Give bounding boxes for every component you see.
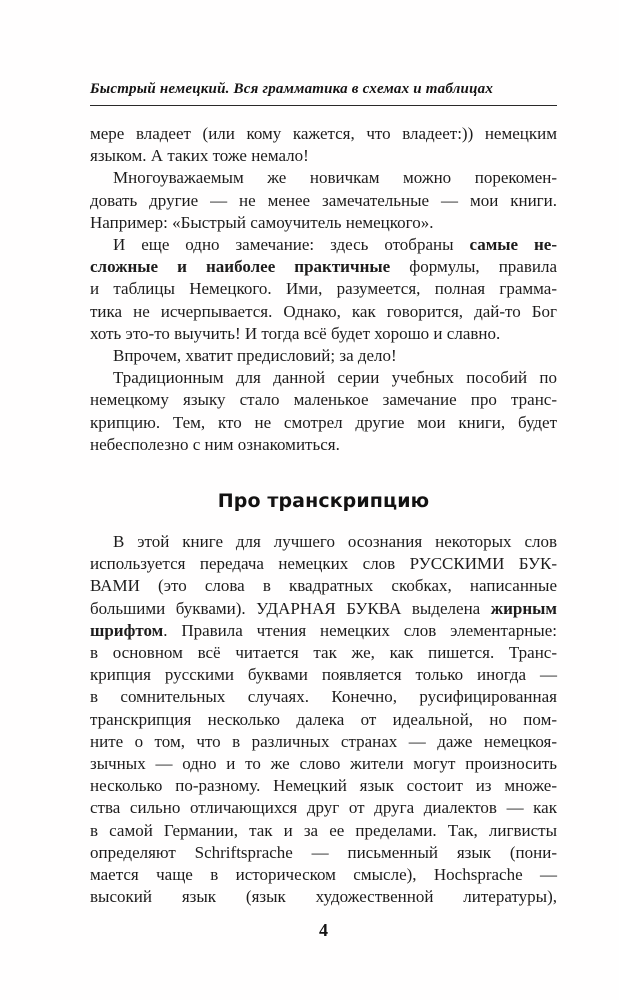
- paragraph: [90, 345, 557, 367]
- text-line: [90, 256, 557, 278]
- text-line: [90, 389, 557, 411]
- text-run: определяют Schriftsprache — письменный язык (пони-: [90, 842, 557, 862]
- paragraph: [90, 123, 557, 167]
- bold-text-run: сложные и наиболее практичные: [90, 257, 391, 277]
- text-run: крипция русскими буквами появляется только иногда —: [90, 665, 557, 685]
- text-line: [90, 145, 557, 167]
- text-line: [90, 731, 557, 753]
- text-line: [90, 820, 557, 842]
- text-run: зычных — одно и то же слово жители могут произносить: [90, 754, 557, 774]
- text-run: . Правила чтения немецких слов элементарные:: [163, 620, 557, 640]
- text-line: [90, 412, 557, 434]
- text-line: [90, 190, 557, 212]
- text-line: [90, 709, 557, 731]
- text-run: небесполезно с ним ознакомиться.: [90, 434, 340, 454]
- text-run: используется передача немецких слов РУССКИМИ БУК-: [90, 554, 557, 574]
- paragraph: [90, 531, 557, 908]
- text-line: [90, 620, 557, 642]
- text-line: [90, 753, 557, 775]
- text-run: тика не исчерпывается. Однако, как говорится, дай-то Бог: [90, 301, 557, 321]
- text-run: мере владеет (или кому кажется, что владеет:)) немецким: [90, 124, 557, 143]
- text-run: высокий язык (язык художественной литературы),: [90, 887, 557, 907]
- text-run: ВАМИ (это слова в квадратных скобках, написанные: [90, 576, 557, 596]
- text-run: довать другие — не менее замечательные — мои книги.: [90, 190, 557, 210]
- text-run: Многоуважаемым же новичкам можно порекомен-: [113, 168, 557, 188]
- text-run: хоть это-то выучить! И тогда всё будет хорошо и славно.: [90, 323, 501, 343]
- running-head: Быстрый немецкий. Вся грамматика в схемах и таблицах: [90, 81, 494, 97]
- text-run: немецкому языку стало маленькое замечание про транс-: [90, 390, 557, 410]
- bold-text-run: самые не-: [469, 235, 558, 255]
- text-line: [90, 842, 557, 864]
- text-line: [90, 864, 557, 886]
- text-line: [90, 797, 557, 819]
- text-line: [90, 664, 557, 686]
- text-line: [90, 345, 557, 367]
- text-line: [90, 434, 557, 456]
- paragraph: [90, 167, 557, 234]
- text-run: И еще одно замечание: здесь отобраны: [113, 235, 470, 255]
- body-text: [90, 123, 557, 909]
- text-line: [90, 323, 557, 345]
- bold-text-run: шрифтом: [90, 620, 164, 640]
- text-run: в самой Германии, так и за ее пределами. Так, лигвисты: [90, 820, 557, 840]
- header-rule: [90, 105, 557, 106]
- page-number: 4: [319, 919, 328, 940]
- text-run: большими буквами). УДАРНАЯ БУКВА выделена: [90, 598, 491, 618]
- section-heading: Про транскрипцию: [217, 490, 430, 513]
- text-run: Традиционным для данной серии учебных пособий по: [113, 368, 557, 388]
- text-run: ните о том, что в различных странах — даже немецкоя-: [90, 731, 557, 751]
- text-line: [90, 123, 557, 145]
- text-line: [90, 531, 557, 553]
- text-run: в основном всё читается так же, как пишется. Транс-: [90, 643, 557, 663]
- text-line: [90, 575, 557, 597]
- text-run: Впрочем, хватит предисловий; за дело!: [113, 346, 397, 366]
- text-line: [90, 642, 557, 664]
- text-run: языком. А таких тоже немало!: [90, 146, 309, 166]
- text-run: формулы, правила: [390, 257, 557, 277]
- text-line: [90, 278, 557, 300]
- text-line: [90, 553, 557, 575]
- text-line: [90, 686, 557, 708]
- text-run: В этой книге для лучшего осознания некоторых слов: [113, 532, 557, 552]
- text-column: [90, 0, 557, 941]
- text-line: [90, 212, 557, 234]
- text-run: несколько по-разному. Немецкий язык состоит из множе-: [90, 776, 557, 796]
- text-run: Например: «Быстрый самоучитель немецкого».: [90, 212, 434, 232]
- paragraph: [90, 234, 557, 345]
- text-run: мается чаще в историческом смысле), Hochsprache —: [90, 865, 557, 885]
- text-run: и таблицы Немецкого. Ими, разумеется, полная грамма-: [90, 279, 557, 299]
- text-run: крипцию. Тем, кто не смотрел другие мои книги, будет: [90, 412, 557, 432]
- text-run: в сомнительных случаях. Конечно, русифицированная: [90, 687, 557, 707]
- text-line: [90, 886, 557, 908]
- text-line: [90, 367, 557, 389]
- text-line: [90, 234, 557, 256]
- text-line: [90, 598, 557, 620]
- text-line: [90, 775, 557, 797]
- paragraph: [90, 367, 557, 456]
- text-run: транскрипция несколько далека от идеальной, но пом-: [90, 709, 557, 729]
- text-run: ства сильно отличающихся друг от друга диалектов — как: [90, 798, 557, 818]
- text-line: [90, 167, 557, 189]
- bold-text-run: жирным: [490, 598, 557, 618]
- text-line: [90, 301, 557, 323]
